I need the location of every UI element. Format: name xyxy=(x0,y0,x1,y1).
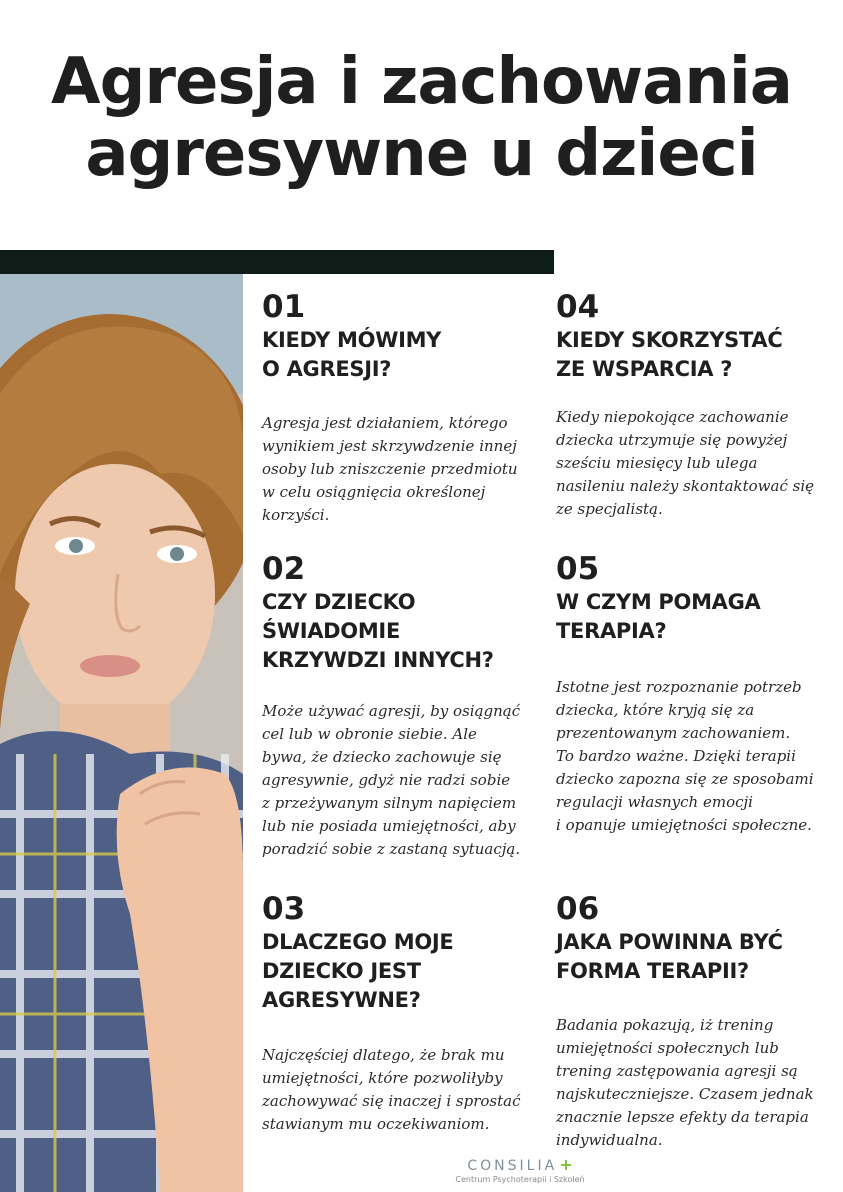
section-number: 03 xyxy=(262,891,306,927)
section-heading: DLACZEGO MOJE DZIECKO JEST AGRESYWNE? xyxy=(262,930,454,1012)
section-number: 06 xyxy=(556,891,600,927)
section-05 xyxy=(556,552,836,646)
boy-photo xyxy=(0,274,243,1192)
section-body: Badania pokazują, iż trening umiejętności społecznych lub trening zastępowania agresji są najskuteczniejsze. Czasem jednak znacznie lepsze efekty da terapia indywidualna. xyxy=(556,1016,814,1149)
section-body: Istotne jest rozpoznanie potrzeb dziecka, które kryją się za prezentowanym zachowaniem. To bardzo ważne. Dzięki terapii dziecko zapozna się ze sposobami regulacji własnych emocji i opanuje umiejętności społeczne. xyxy=(556,678,814,834)
section-number: 01 xyxy=(262,289,306,325)
section-01-body xyxy=(262,412,542,527)
section-number: 05 xyxy=(556,551,600,587)
section-02-body xyxy=(262,700,542,861)
section-heading: W CZYM POMAGA TERAPIA? xyxy=(556,590,761,643)
section-heading: KIEDY SKORZYSTAĆ ZE WSPARCIA ? xyxy=(556,328,783,381)
section-body: Może używać agresji, by osiągnąć cel lub w obronie siebie. Ale bywa, że dziecko zachowuje się agresywnie, gdyż nie radzi sobie z przeżywanym silnym napięciem lub nie posiada umiejętności, aby poradzić sobie z zastaną sytuacją. xyxy=(262,702,521,858)
section-01 xyxy=(262,290,542,384)
section-03 xyxy=(262,892,542,1015)
section-number: 04 xyxy=(556,289,600,325)
header-divider-bar xyxy=(0,250,554,274)
logo-name: CONSILIA xyxy=(467,1158,558,1174)
section-heading: CZY DZIECKO ŚWIADOMIE KRZYWDZI INNYCH? xyxy=(262,590,494,672)
section-06-body xyxy=(556,1014,836,1152)
section-heading: KIEDY MÓWIMY O AGRESJI? xyxy=(262,328,442,381)
section-04 xyxy=(556,290,836,384)
consilia-logo xyxy=(440,1155,600,1184)
section-03-body xyxy=(262,1044,542,1136)
section-04-body xyxy=(556,406,836,521)
section-02 xyxy=(262,552,542,675)
section-body: Agresja jest działaniem, którego wynikiem jest skrzywdzenie innej osoby lub zniszczenie przedmiotu w celu osiągnięcia określonej korzyści. xyxy=(262,414,518,524)
section-05-body xyxy=(556,676,836,837)
title-line-2: agresywne u dzieci xyxy=(85,117,758,191)
page-title xyxy=(0,46,843,190)
section-number: 02 xyxy=(262,551,306,587)
section-heading: JAKA POWINNA BYĆ FORMA TERAPII? xyxy=(556,930,783,983)
title-line-1: Agresja i zachowania xyxy=(51,45,792,119)
logo-subtitle: Centrum Psychoterapii i Szkoleń xyxy=(455,1175,585,1184)
section-body: Kiedy niepokojące zachowanie dziecka utrzymuje się powyżej sześciu miesięcy lub ulega nasileniu należy skontaktować się ze specjalistą. xyxy=(556,408,815,518)
section-06 xyxy=(556,892,836,986)
logo-plus-icon: + xyxy=(559,1155,573,1174)
section-body: Najczęściej dlatego, że brak mu umiejętności, które pozwoliłyby zachowywać się inaczej i sprostać stawianym mu oczekiwaniom. xyxy=(262,1046,521,1133)
boy-with-fist-photo-icon xyxy=(0,274,243,1192)
